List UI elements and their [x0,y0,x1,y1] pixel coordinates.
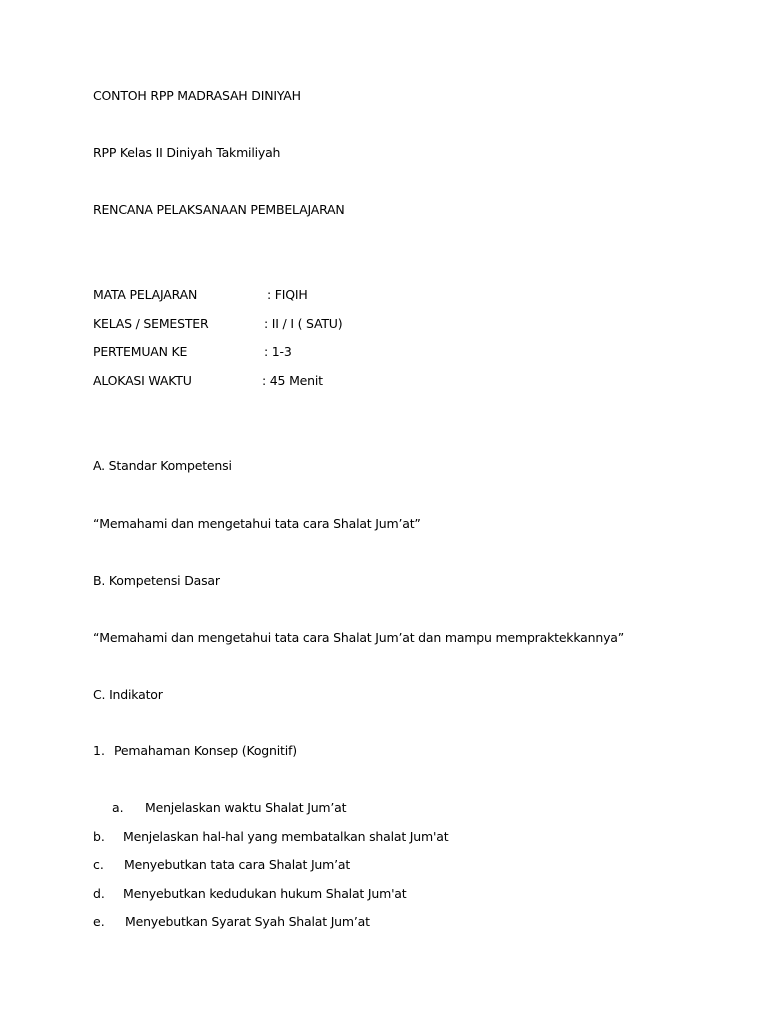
document-title: CONTOH RPP MADRASAH DINIYAH [93,88,301,103]
section-b-heading: B. Kompetensi Dasar [93,573,220,588]
list-marker: d. [93,886,105,901]
section-c-heading: C. Indikator [93,687,163,702]
section-a-heading: A. Standar Kompetensi [93,458,232,473]
document-subtitle: RPP Kelas II Diniyah Takmiliyah [93,145,281,160]
identity-value-meeting: : 1-3 [264,344,292,359]
identity-label-class: KELAS / SEMESTER [93,316,209,331]
list-marker: c. [93,857,104,872]
identity-value-class: : II / I ( SATU) [264,316,343,331]
document-name: RENCANA PELAKSANAAN PEMBELAJARAN [93,202,345,217]
identity-label-subject: MATA PELAJARAN [93,287,198,302]
list-marker: 1. [93,743,105,758]
list-item: Menyebutkan Syarat Syah Shalat Jum’at [125,914,370,929]
list-marker: e. [93,914,105,929]
list-item: Menjelaskan hal-hal yang membatalkan shalat Jum'at [123,829,449,844]
identity-label-meeting: PERTEMUAN KE [93,344,188,359]
section-a-text: “Memahami dan mengetahui tata cara Shalat Jum’at” [93,516,421,531]
list-item: Menyebutkan tata cara Shalat Jum’at [124,857,351,872]
list-marker: a. [112,800,124,815]
list-marker: b. [93,829,105,844]
identity-label-time: ALOKASI WAKTU [93,373,192,388]
list-item: Pemahaman Konsep (Kognitif) [114,743,297,758]
section-b-text: “Memahami dan mengetahui tata cara Shalat Jum’at dan mampu mempraktekkannya” [93,630,625,645]
list-item: Menyebutkan kedudukan hukum Shalat Jum'at [123,886,407,901]
identity-value-time: : 45 Menit [262,373,323,388]
identity-value-subject: : FIQIH [267,287,308,302]
list-item: Menjelaskan waktu Shalat Jum’at [145,800,347,815]
